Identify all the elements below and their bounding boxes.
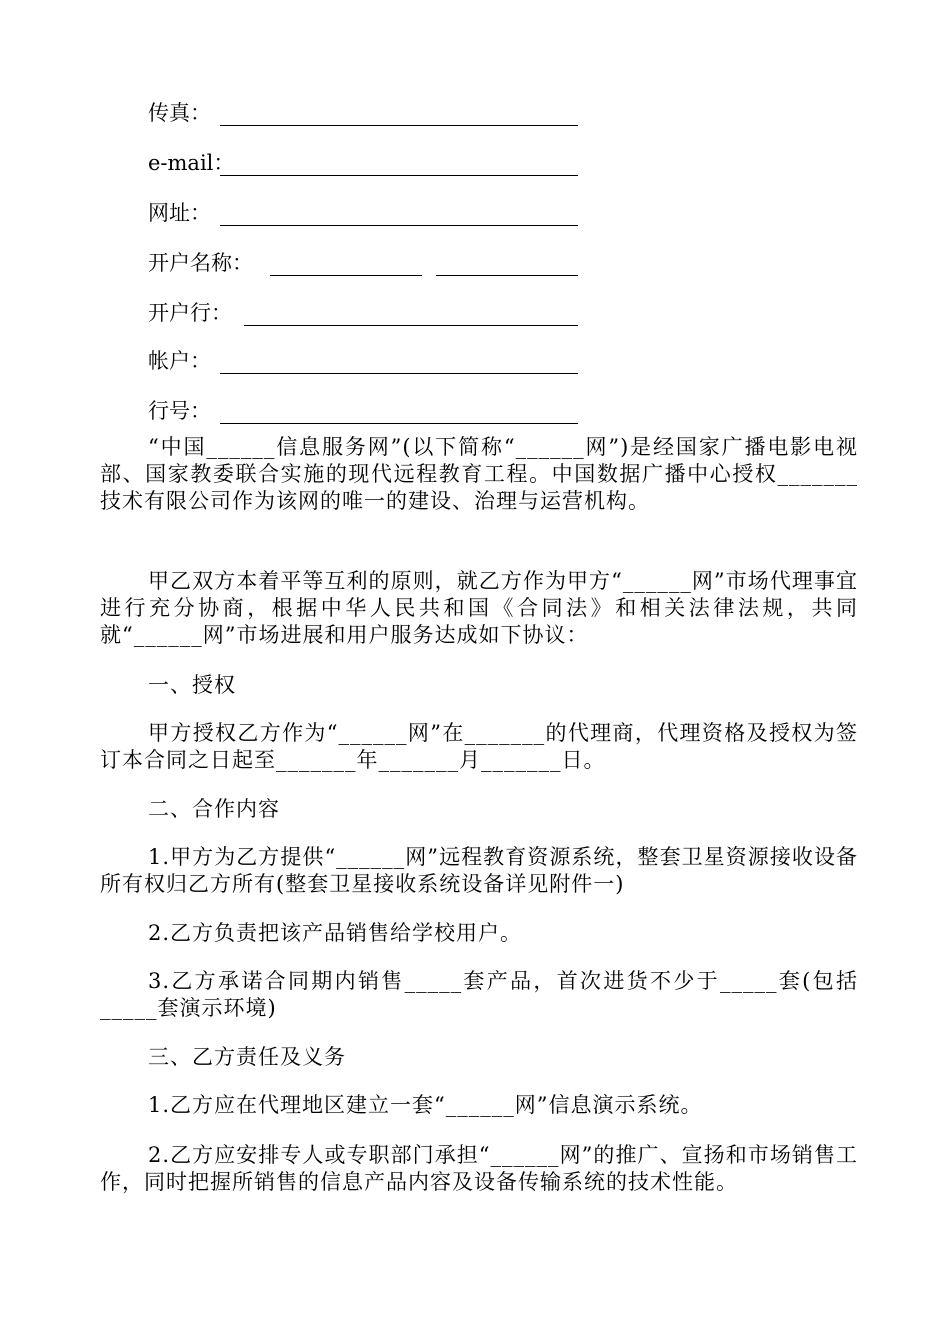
section-2-heading: 二、合作内容 [148,797,280,821]
bank-field [148,300,232,330]
intro-paragraph: “中国______信息服务网”(以下简称“______网”)是经国家广播电影电视部、国家教委联合实施的现代远程教育工程。中国数据广播中心授权_______技术有限公司作为该网的唯一的建设、治理与运营机构。 [100,435,858,513]
section-1-heading: 一、授权 [148,673,236,697]
section-1-body: 甲方授权乙方作为“______网”在_______的代理商，代理资格及授权为签订本合同之日起至_______年_______月_______日。 [100,721,858,772]
bank-blank-line [244,325,578,326]
account-name-field [148,250,253,280]
section-2-item-1: 1.甲方为乙方提供“______网”远程教育资源系统，整套卫星资源接收设备所有权归乙方所有(整套卫星接收系统设备详见附件一) [100,845,858,896]
account-name-blank-line-2 [436,275,578,276]
section-2-item-3: 3.乙方承诺合同期内销售_____套产品，首次进货不少于_____套(包括_____套演示环境) [100,969,858,1020]
email-label: e-mail： [148,151,235,175]
website-label: 网址： [148,201,211,225]
section-3-item-2: 2.乙方应安排专人或专职部门承担“______网”的推广、宣扬和市场销售工作，同时把握所销售的信息产品内容及设备传输系统的技术性能。 [100,1143,858,1194]
fax-label: 传真： [148,101,211,125]
bank-label: 开户行： [148,301,232,325]
email-blank-line [220,175,578,176]
account-field [148,348,211,378]
account-label: 帐户： [148,349,211,373]
account-name-label: 开户名称： [148,251,253,275]
account-blank-line [220,373,578,374]
website-blank-line [220,225,578,226]
preamble-paragraph: 甲乙双方本着平等互利的原则，就乙方作为甲方“______网”市场代理事宜进行充分协商，根据中华人民共和国《合同法》和相关法律法规，共同就“______网”市场进展和用户服务达成如下协议： [100,569,858,647]
fax-blank-line [220,125,578,126]
account-name-blank-line-1 [270,275,422,276]
bank-code-field [148,398,211,428]
bank-code-blank-line [220,423,578,424]
section-3-heading: 三、乙方责任及义务 [148,1045,346,1069]
email-field [148,150,234,180]
website-field [148,200,211,230]
section-2-item-2: 2.乙方负责把该产品销售给学校用户。 [148,921,523,945]
bank-code-label: 行号： [148,399,211,423]
section-3-item-1: 1.乙方应在代理地区建立一套“______网”信息演示系统。 [148,1093,703,1117]
fax-field [148,100,211,130]
